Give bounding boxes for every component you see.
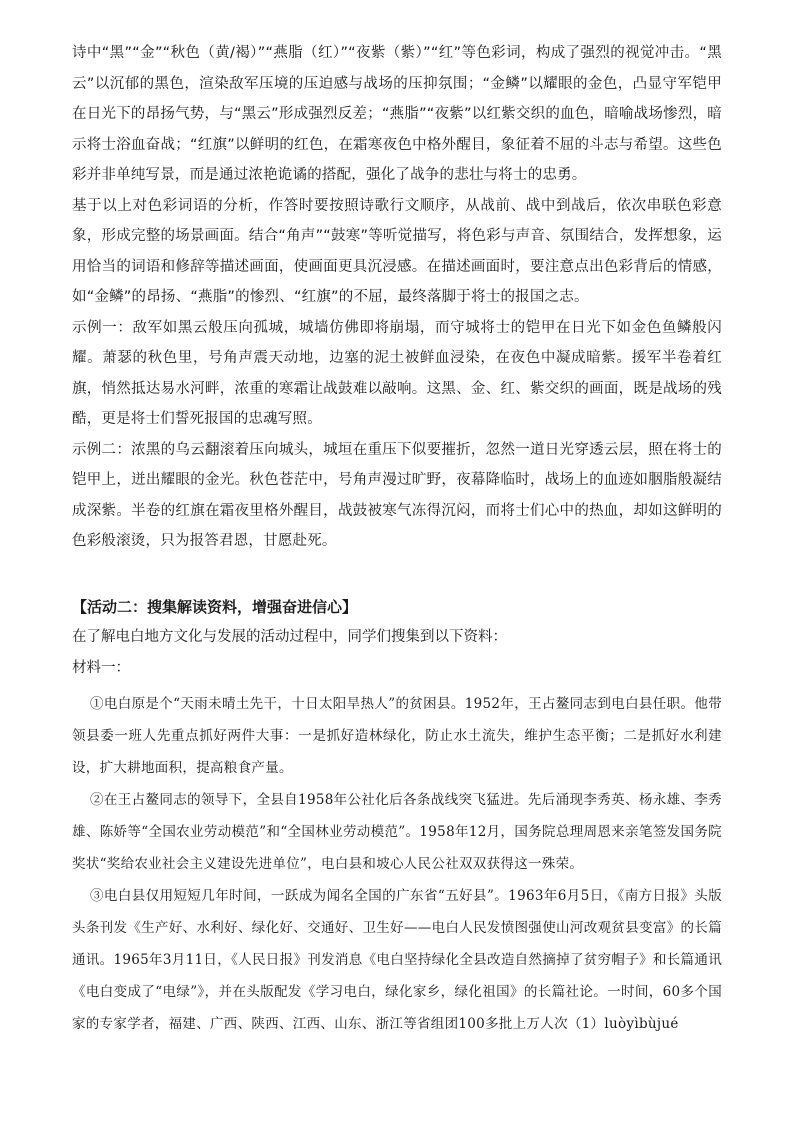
activity-intro: 在了解电白地方文化与发展的活动过程中，同学们搜集到以下资料： xyxy=(72,629,507,645)
material-one xyxy=(72,688,722,1040)
paragraph-example-1: 示例一：敌军如黑云般压向孤城，城墙仿佛即将崩塌，而守城将士的铠甲在日光下如金色鱼鳞般闪耀。萧瑟的秋色里，号角声震天动地，边塞的泥土被鲜血浸染，在夜色中凝成暗紫。援军半卷着红旗，悄然抵达易水河畔，浓重的寒霜让战鼓难以敲响。这黑、金、红、紫交织的画面，既是战场的残酷，更是将士们誓死报国的忠魂写照。 xyxy=(72,319,722,427)
answer-analysis xyxy=(72,38,722,557)
material-label: 材料一： xyxy=(72,659,130,676)
paragraph-color-analysis: 诗中“黑”“金”“秋色（黄/褐）”“燕脂（红）”“夜紫（紫）”“红”等色彩词，构成了强烈的视觉冲击。“黑云”以沉郁的黑色，渲染敌军压境的压迫感与战场的压抑氛围；“金鳞”以耀眼的金色，凸显守军铠甲在日光下的昂扬气势，与“黑云”形成强烈反差；“燕脂”“夜紫”以红紫交织的血色，暗喻战场惨烈，暗示将士浴血奋战；“红旗”以鲜明的红色，在霜寒夜色中格外醒目，象征着不屈的斗志与希望。这些色彩并非单纯写景，而是通过浓艳诡谲的搭配，强化了战争的悲壮与将士的忠勇。 xyxy=(72,45,722,183)
material-item-2: ②在王占鳌同志的领导下，全县自1958年公社化后各条战线突飞猛进。先后涌现李秀英、杨永雄、李秀雄、陈娇等“全国农业劳动模范”和“全国林业劳动模范”。1958年12月，国务院总理周恩来亲笔签发国务院奖状“奖给农业社会主义建设先进单位”，电白县和坡心人民公社双双获得这一殊荣。 xyxy=(72,792,722,872)
paragraph-method: 基于以上对色彩词语的分析，作答时要按照诗歌行文顺序，从战前、战中到战后，依次串联色彩意象，形成完整的场景画面。结合“角声”“鼓寒”等听觉描写，将色彩与声音、氛围结合，发挥想象，运用恰当的词语和修辞等描述画面，使画面更具沉浸感。在描述画面时，要注意点出色彩背后的情感，如“金鳞”的昂扬、“燕脂”的惨烈、“红旗”的不屈，最终落脚于将士的报国之志。 xyxy=(72,197,722,305)
paragraph-example-2: 示例二：浓黑的乌云翻滚着压向城头，城垣在重压下似要摧折，忽然一道日光穿透云层，照在将士的铠甲上，迸出耀眼的金光。秋色苍茫中，号角声漫过旷野，夜幕降临时，战场上的血迹如胭脂般凝结成深紫。半卷的红旗在霜夜里格外醒目，战鼓被寒气冻得沉闷，而将士们心中的热血，却如这鲜明的色彩般滚烫，只为报答君恩，甘愿赴死。 xyxy=(72,441,722,549)
activity-two-section xyxy=(72,592,722,683)
material-item-3: ③电白县仅用短短几年时间，一跃成为闻名全国的广东省“五好县”。1963年6月5日，《南方日报》头版头条刊发《生产好、水利好、绿化好、交通好、卫生好——电白人民发愤图强使山河改观贫县变富》的长篇通讯。1965年3月11日，《人民日报》刊发消息《电白坚持绿化全县改造自然摘掉了贫穷帽子》和长篇通讯《电白变成了“电绿”》，并在头版配发《学习电白，绿化家乡，绿化祖国》的长篇社论。一时间，60多个国家的专家学者，福建、广西、陕西、江西、山东、浙江等省组团100多批上万人次（1）luòyìbùjué xyxy=(72,888,722,1032)
material-item-1: ①电白原是个“天雨未晴土先干，十日太阳旱热人”的贫困县。1952年，王占鳌同志到电白县任职。他带领县委一班人先重点抓好两件大事：一是抓好造林绿化，防止水土流失，维护生态平衡；二是抓好水利建设，扩大耕地面积，提高粮食产量。 xyxy=(72,696,722,776)
activity-heading: 【活动二：搜集解读资料，增强奋进信心】 xyxy=(72,598,358,616)
